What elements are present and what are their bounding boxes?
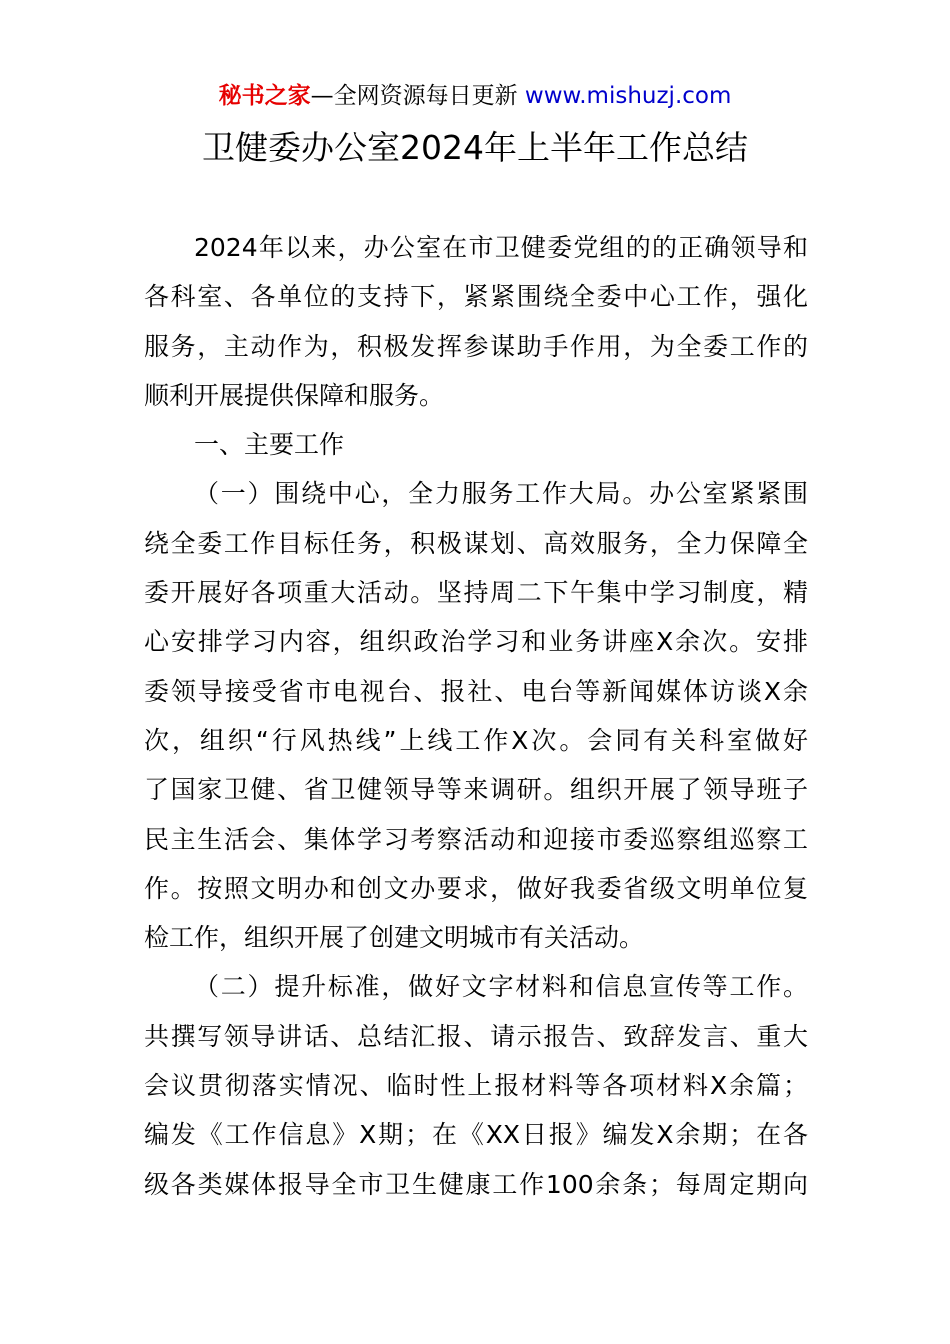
paragraph-line: 民主生活会、集体学习考察活动和迎接市委巡察组巡察工 — [144, 824, 808, 854]
document-body — [144, 223, 808, 1209]
paragraph-line: 次，组织“行风热线”上线工作X次。会同有关科室做好 — [144, 725, 808, 755]
paragraph-line: 2024年以来，办公室在市卫健委党组的的正确领导和 — [194, 233, 808, 262]
paragraph-line: 级各类媒体报导全市卫生健康工作100余条；每周定期向 — [144, 1169, 808, 1199]
paragraph-line: 委开展好各项重大活动。坚持周二下午集中学习制度，精 — [144, 578, 808, 608]
document-title: 卫健委办公室2024年上半年工作总结 — [202, 128, 748, 167]
paragraph-line: 共撰写领导讲话、总结汇报、请示报告、致辞发言、重大 — [144, 1021, 808, 1051]
site-url-link[interactable]: www.mishuzj.com — [524, 83, 732, 109]
section-heading: 一、主要工作 — [194, 430, 345, 460]
header-banner — [0, 80, 950, 112]
paragraph-line: 顺利开展提供保障和服务。 — [144, 380, 445, 410]
paragraph-line: 作。按照文明办和创文办要求，做好我委省级文明单位复 — [144, 873, 808, 903]
header-tagline: —全网资源每日更新 — [310, 83, 525, 109]
paragraph-line: 各科室、各单位的支持下，紧紧围绕全委中心工作，强化 — [144, 282, 808, 312]
paragraph-line: 检工作，组织开展了创建文明城市有关活动。 — [144, 923, 645, 953]
paragraph-line: 委领导接受省市电视台、报社、电台等新闻媒体访谈X余 — [144, 676, 808, 706]
paragraph-line: 编发《工作信息》X期；在《XX日报》编发X余期；在各 — [144, 1120, 808, 1150]
paragraph-line: （一）围绕中心，全力服务工作大局。办公室紧紧围 — [194, 479, 808, 509]
paragraph-line: 会议贯彻落实情况、临时性上报材料等各项材料X余篇； — [144, 1071, 808, 1101]
paragraph-line: 心安排学习内容，组织政治学习和业务讲座X余次。安排 — [144, 627, 808, 657]
paragraph-line: （二）提升标准，做好文字材料和信息宣传等工作。 — [194, 972, 808, 1002]
brand-name: 秘书之家 — [218, 83, 311, 109]
paragraph-line: 服务，主动作为，积极发挥参谋助手作用，为全委工作的 — [144, 331, 808, 361]
paragraph-line: 绕全委工作目标任务，积极谋划、高效服务，全力保障全 — [144, 528, 808, 558]
paragraph-line: 了国家卫健、省卫健领导等来调研。组织开展了领导班子 — [144, 775, 808, 805]
